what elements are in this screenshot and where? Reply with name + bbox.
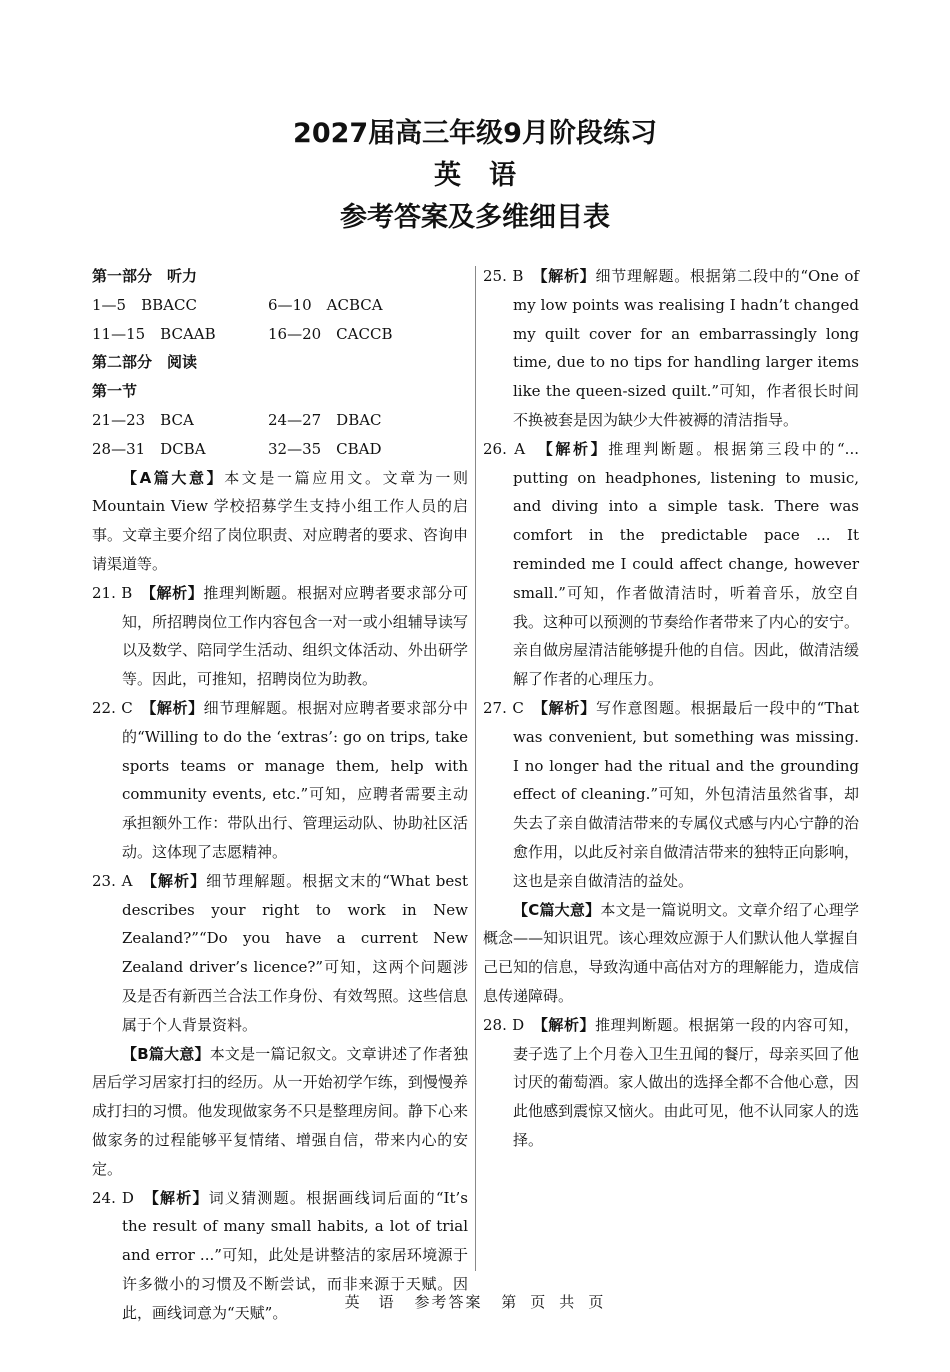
question-label: 23. A xyxy=(92,871,150,890)
right-column xyxy=(483,262,859,1155)
answer-row xyxy=(92,291,468,320)
question-label: 22. C xyxy=(92,698,149,717)
passage-c-summary xyxy=(483,896,859,1011)
passage-tag: 【C篇大意】 xyxy=(513,900,601,919)
question-label: 21. B xyxy=(92,583,149,602)
answer-row xyxy=(92,320,468,349)
footer-doc: 参考答案 xyxy=(414,1293,483,1311)
page-footer xyxy=(0,1290,950,1314)
answer-group: 1—5 BBACC xyxy=(92,295,197,314)
part1-heading: 第一部分 听力 xyxy=(92,267,198,285)
analysis-tag: 【解析】 xyxy=(540,1015,596,1034)
answer-group: 24—27 DBAC xyxy=(268,410,382,429)
question-23 xyxy=(92,867,468,1040)
analysis-text: 细节理解题。根据文末的“What best describes your right to work in New Zealand?”“Do you have a current New Zealand driver’s licence?”可知，这两个问题涉及是否有新西兰合法工作身份、有效驾照。这些信息属于个人背景资料。 xyxy=(122,871,468,1034)
answer-group: 28—31 DCBA xyxy=(92,439,206,458)
analysis-tag: 【解析】 xyxy=(539,267,596,285)
answer-group: 32—35 CBAD xyxy=(268,439,382,458)
analysis-text: 写作意图题。根据最后一段中的“That was convenient, but something was missing. I no longer had the ritual and the grounding effect of cleaning.”可知，外包清洁虽然省事，却失去了亲自做清洁带来的专属仪式感与内心宁静的治愈作用，以此反衬亲自做清洁带来的独特正向影响，这也是亲自做清洁的益处。 xyxy=(513,698,859,890)
footer-total-suffix: 页 xyxy=(588,1293,606,1311)
passage-text: 本文是一篇说明文。文章介绍了心理学概念——知识诅咒。该心理效应源于人们默认他人掌握自己已知的信息，导致沟通中高估对方的理解能力，造成信息传递障碍。 xyxy=(483,900,859,1005)
question-27 xyxy=(483,694,859,896)
analysis-tag: 【解析】 xyxy=(151,1188,209,1207)
passage-a-summary xyxy=(92,464,468,579)
question-label: 27. C xyxy=(483,698,541,717)
analysis-tag: 【解析】 xyxy=(149,871,207,890)
analysis-text: 推理判断题。根据第一段的内容可知，妻子选了上个月卷入卫生丑闻的餐厅，母亲买回了他讨厌的葡萄酒。家人做出的选择全都不合他心意，因此他感到震惊又恼火。由此可见，他不认同家人的选择。 xyxy=(513,1015,859,1149)
question-label: 24. D xyxy=(92,1188,152,1207)
question-26 xyxy=(483,435,859,694)
left-column xyxy=(92,262,468,1327)
part2-heading: 第二部分 阅读 xyxy=(92,353,198,372)
analysis-tag: 【解析】 xyxy=(540,698,596,717)
question-25 xyxy=(483,262,859,435)
footer-page-mid: 页 xyxy=(530,1293,548,1311)
analysis-text: 推理判断题。根据第三段中的“... putting on headphones, listening to music, and diving into a simple task. There was comfort in the predictable pace ... It reminded me I could affect change, however small.”可知，作者做清洁时，听着音乐，放空自我。这种可以预测的节奏给作者带来了内心的安宁。亲自做房屋清洁能够提升他的自信。因此，做清洁缓解了作者的心理压力。 xyxy=(513,439,859,689)
analysis-text: 细节理解题。根据第二段中的“One of my low points was realising I hadn’t changed my quilt cover for an embarrassingly long time, due to no tips for handling larger items like the queen-sized quilt.”可知，作者很长时间不换被套是因为缺少大件被褥的清洁指导。 xyxy=(513,267,859,429)
footer-total-prefix: 共 xyxy=(559,1293,577,1311)
answer-row xyxy=(92,406,468,435)
footer-subject: 英 语 xyxy=(344,1293,396,1311)
answer-row xyxy=(92,435,468,464)
footer-page-prefix: 第 xyxy=(501,1293,519,1311)
answer-group: 16—20 CACCB xyxy=(268,324,393,343)
analysis-text: 词义猜测题。根据画线词后面的“It’s the result of many small habits, a lot of trial and error ...”可知，此处是讲整洁的家居环境源于许多微小的习惯及不断尝试，而非来源于天赋。因此，画线词意为“天赋”。 xyxy=(122,1188,468,1322)
passage-text: 本文是一篇记叙文。文章讲述了作者独居后学习居家打扫的经历。从一开始初学乍练，到慢慢养成打扫的习惯。他发现做家务不只是整理房间。静下心来做家务的过程能够平复情绪、增强自信，带来内心的安定。 xyxy=(92,1044,468,1178)
analysis-tag: 【解析】 xyxy=(148,698,204,717)
exam-title: 2027届高三年级9月阶段练习 xyxy=(293,118,657,149)
analysis-text: 推理判断题。根据对应聘者要求部分可知，所招聘岗位工作内容包含一对一或小组辅导读写以及数学、陪同学生活动、组织文体活动、外出研学等。因此，可推知，招聘岗位为助教。 xyxy=(122,583,468,689)
passage-tag: 【B篇大意】 xyxy=(122,1044,210,1063)
subject-title: 英语 xyxy=(434,160,544,191)
question-28 xyxy=(483,1011,859,1155)
question-21 xyxy=(92,579,468,694)
column-divider xyxy=(475,266,476,1271)
answer-group: 21—23 BCA xyxy=(92,410,194,429)
question-label: 26. A xyxy=(483,439,546,458)
analysis-tag: 【解析】 xyxy=(545,439,609,458)
passage-tag: 【A篇大意】 xyxy=(122,468,225,487)
doc-title: 参考答案及多维细目表 xyxy=(340,202,610,233)
title-block xyxy=(0,112,950,240)
answer-group: 6—10 ACBCA xyxy=(268,295,383,314)
passage-text: 本文是一篇应用文。文章为一则 Mountain View 学校招募学生支持小组工作人员的启事。文章主要介绍了岗位职责、对应聘者的要求、咨询申请渠道等。 xyxy=(92,468,468,573)
passage-b-summary xyxy=(92,1040,468,1184)
analysis-text: 细节理解题。根据对应聘者要求部分中的“Willing to do the ‘extras’: go on trips, take sports teams or manage them, help with community events, etc.”可知，应聘者需要主动承担额外工作：带队出行、管理运动队、协助社区活动。这体现了志愿精神。 xyxy=(122,698,468,861)
question-label: 25. B xyxy=(483,267,540,285)
answer-group: 11—15 BCAAB xyxy=(92,324,216,343)
question-label: 28. D xyxy=(483,1015,541,1034)
analysis-tag: 【解析】 xyxy=(148,583,204,602)
question-22 xyxy=(92,694,468,867)
section-heading: 第一节 xyxy=(92,382,138,401)
